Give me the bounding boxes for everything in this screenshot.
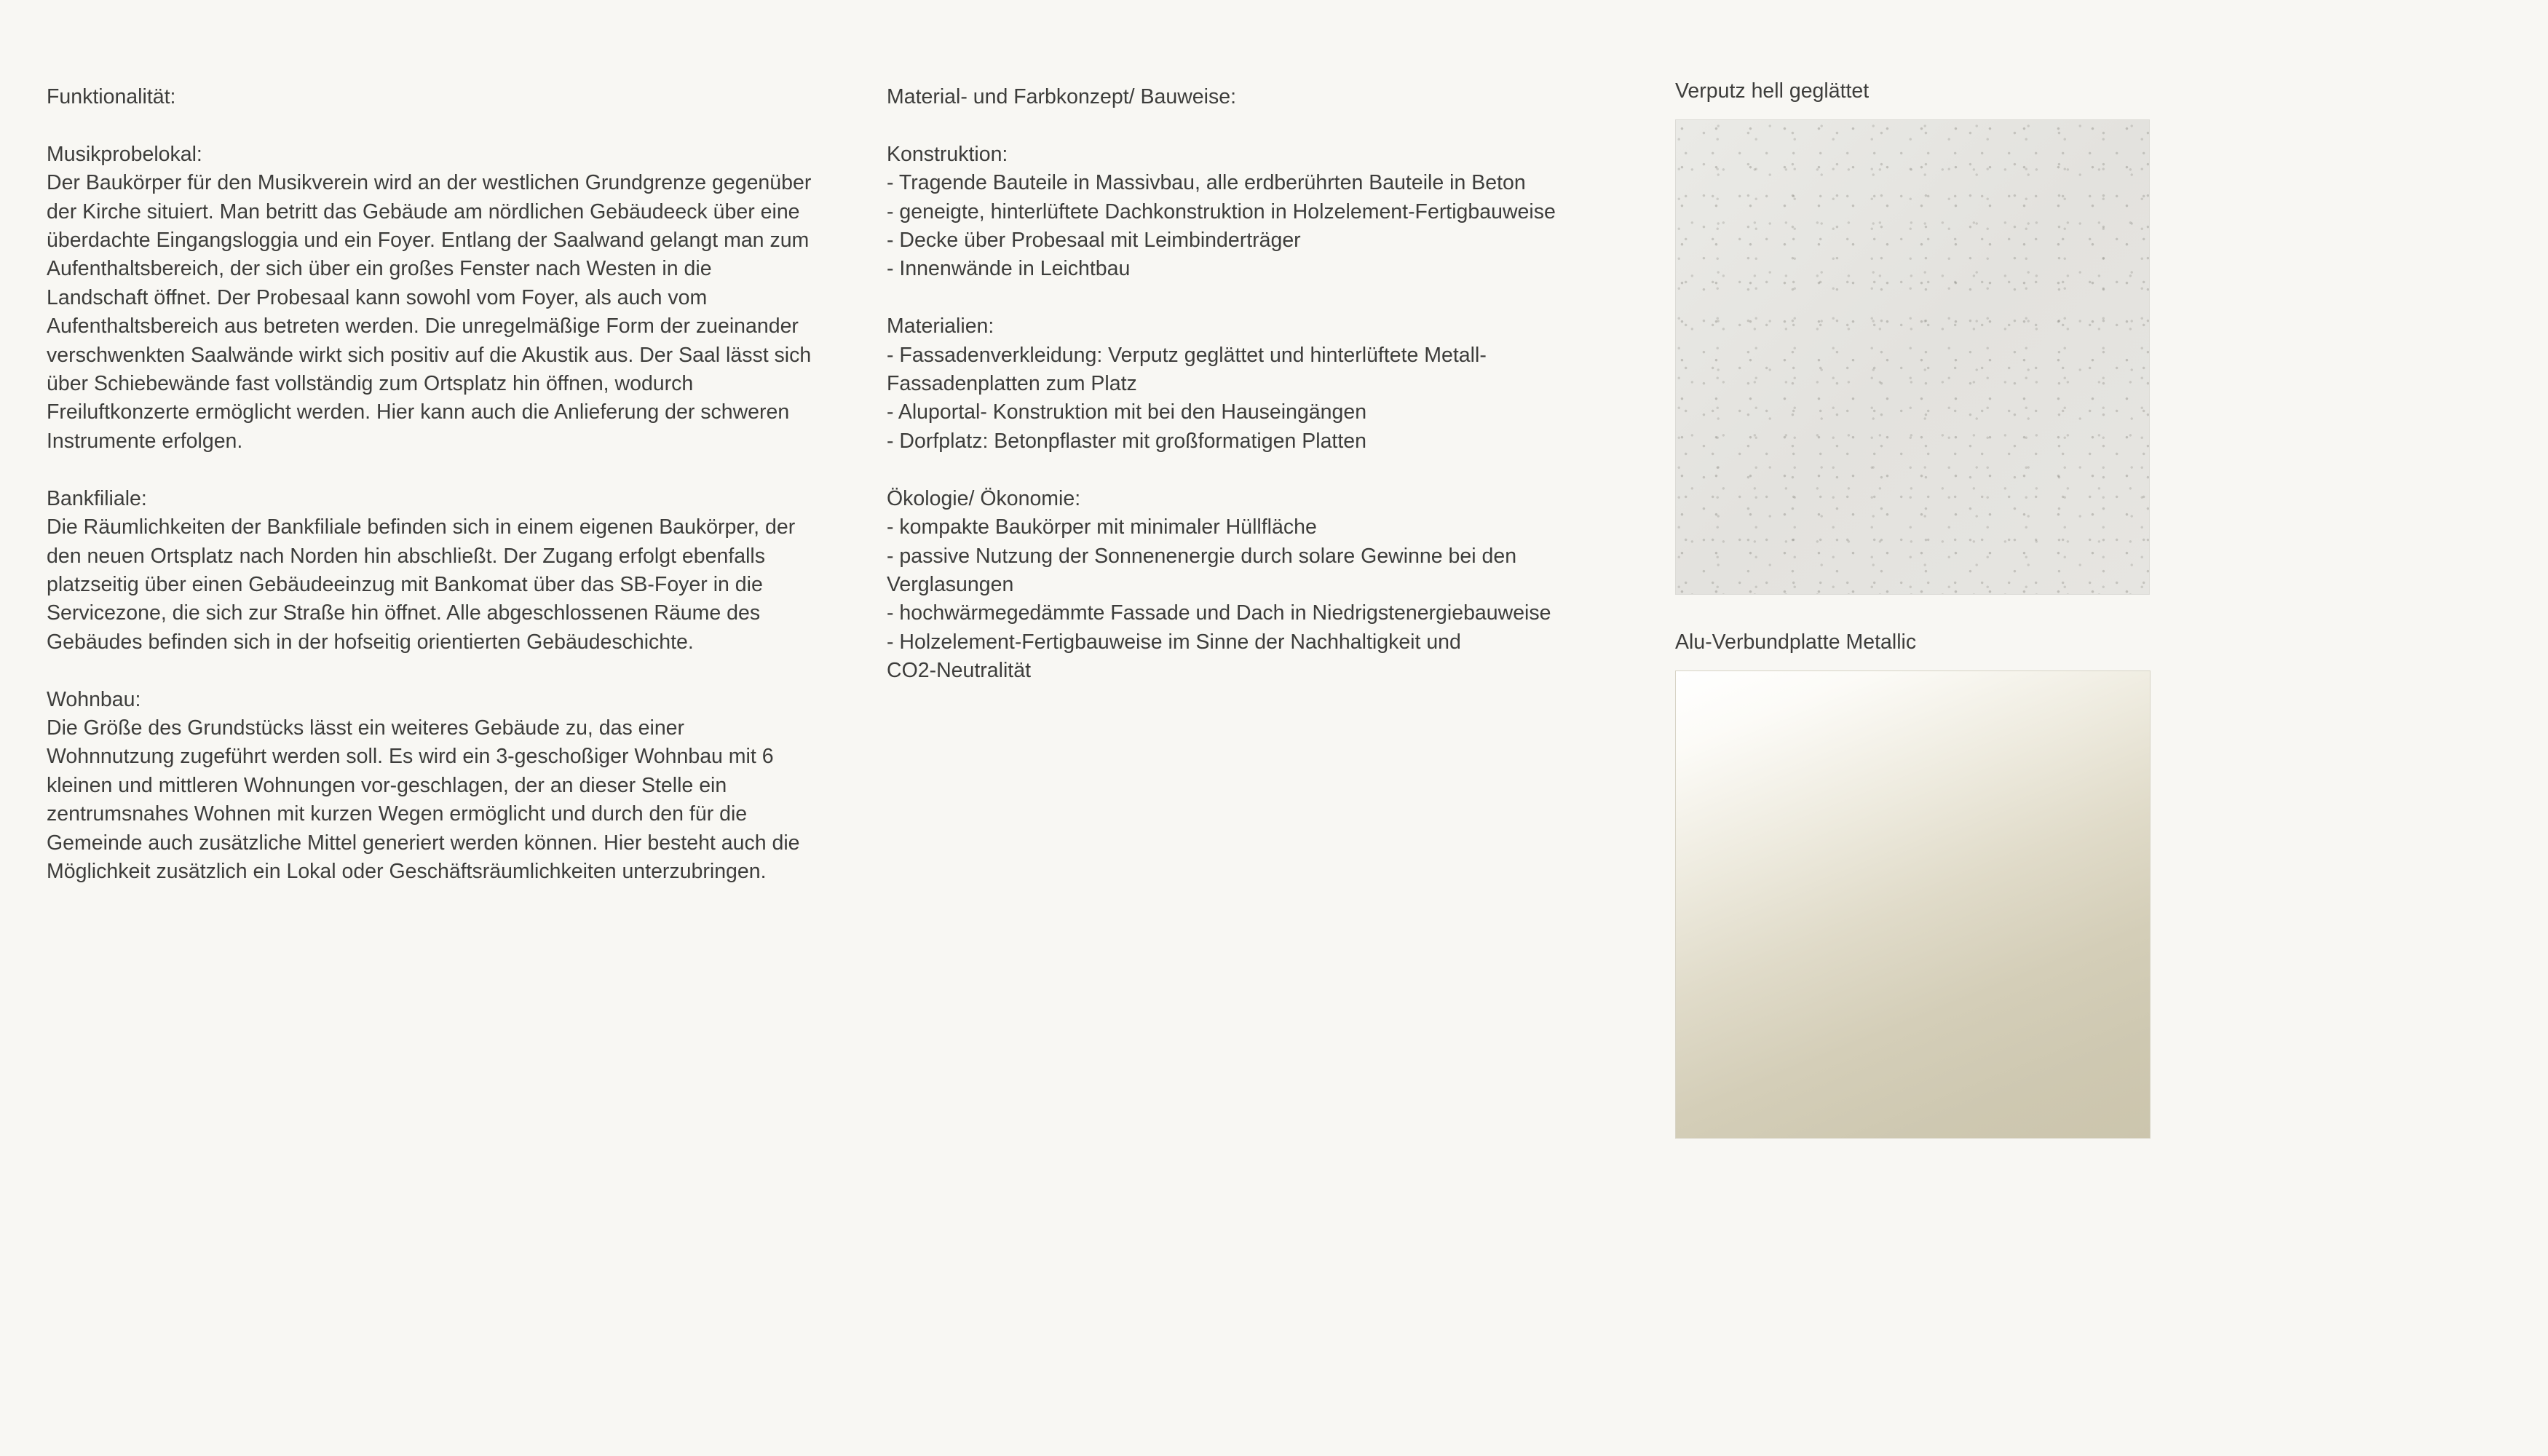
plaster-swatch-image — [1675, 119, 2150, 595]
materials-text: Material- und Farbkonzept/ Bauweise: Konstruktion: - Tragende Bauteile in Massivbau, alle erdberührten Bauteile in Beton - geneigte, hinterlüftete Dachkonstruktion in Holzelement-Fertigbauweise - Decke über Probesaal mit Leimbinderträger - Innenwände in Leichtbau Materialien: - Fassadenverkleidung: Verputz geglättet und hinterlüftete Metall- Fassadenplatten zum Platz - Aluportal- Konstruktion mit bei den Hauseingängen - Dorfplatz: Betonpflaster mit großformatigen Platten Ökologie/ Ökonomie: - kompakte Baukörper mit minimaler Hüllfläche - passive Nutzung der Sonnenenergie durch solare Gewinne bei den Verglasungen - hochwärmegedämmte Fassade und Dach in Niedrigstenergiebauweise - Holzelement-Fertigbauweise im Sinne der Nachhaltigkeit und CO2-Neutralität — [887, 85, 1556, 683]
functionality-text: Funktionalität: Musikprobelokal: Der Baukörper für den Musikverein wird an der westlichen Grundgrenze gegenüber der Kirche situiert. Man betritt das Gebäude am nördlichen Gebäudeeck über eine überdachte Eingangsloggia und ein Foyer. Entlang der Saalwand gelangt man zum Aufenthaltsbereich, der sich über ein großes Fenster nach Westen in die Landschaft öffnet. Der Probesaal kann sowohl vom Foyer, als auch vom Aufenthaltsbereich aus betreten werden. Die unregelmäßige Form der zueinander verschwenkten Saalwände wirkt sich positiv auf die Akustik aus. Der Saal lässt sich über Schiebewände fast vollständig zum Ortsplatz hin öffnen, wodurch Freiluftkonzerte ermöglicht werden. Hier kann auch die Anlieferung der schweren Instrumente erfolgen. Bankfiliale: Die Räumlichkeiten der Bankfiliale befinden sich in einem eigenen Baukörper, der den neuen Ortsplatz nach Norden hin abschließt. Der Zugang erfolgt ebenfalls platzseitig über einen Gebäudeeinzug mit Bankomat über das SB-Foyer in die Servicezone, die sich zur Straße hin öffnet. Alle abgeschlossenen Räume des Gebäudes befinden sich in der hofseitig orientierten Gebäudeschichte. Wohnbau: Die Größe des Grundstücks lässt ein weiteres Gebäude zu, das einer Wohnnutzung zugeführt werden soll. Es wird ein 3-geschoßiger Wohnbau mit 6 kleinen und mittleren Wohnungen vor-geschlagen, der an dieser Stelle ein zentrumsnahes Wohnen mit kurzen Wegen ermöglicht und durch den für die Gemeinde auch zusätzliche Mittel generiert werden können. Hier besteht auch die Möglichkeit zusätzlich ein Lokal oder Geschäftsräumlichkeiten unterzubringen. — [47, 85, 812, 883]
alu-swatch-image — [1675, 670, 2151, 1139]
alu-swatch-label: Alu-Verbundplatte Metallic — [1675, 630, 1917, 654]
plaster-swatch-label: Verputz hell geglättet — [1675, 79, 1870, 103]
